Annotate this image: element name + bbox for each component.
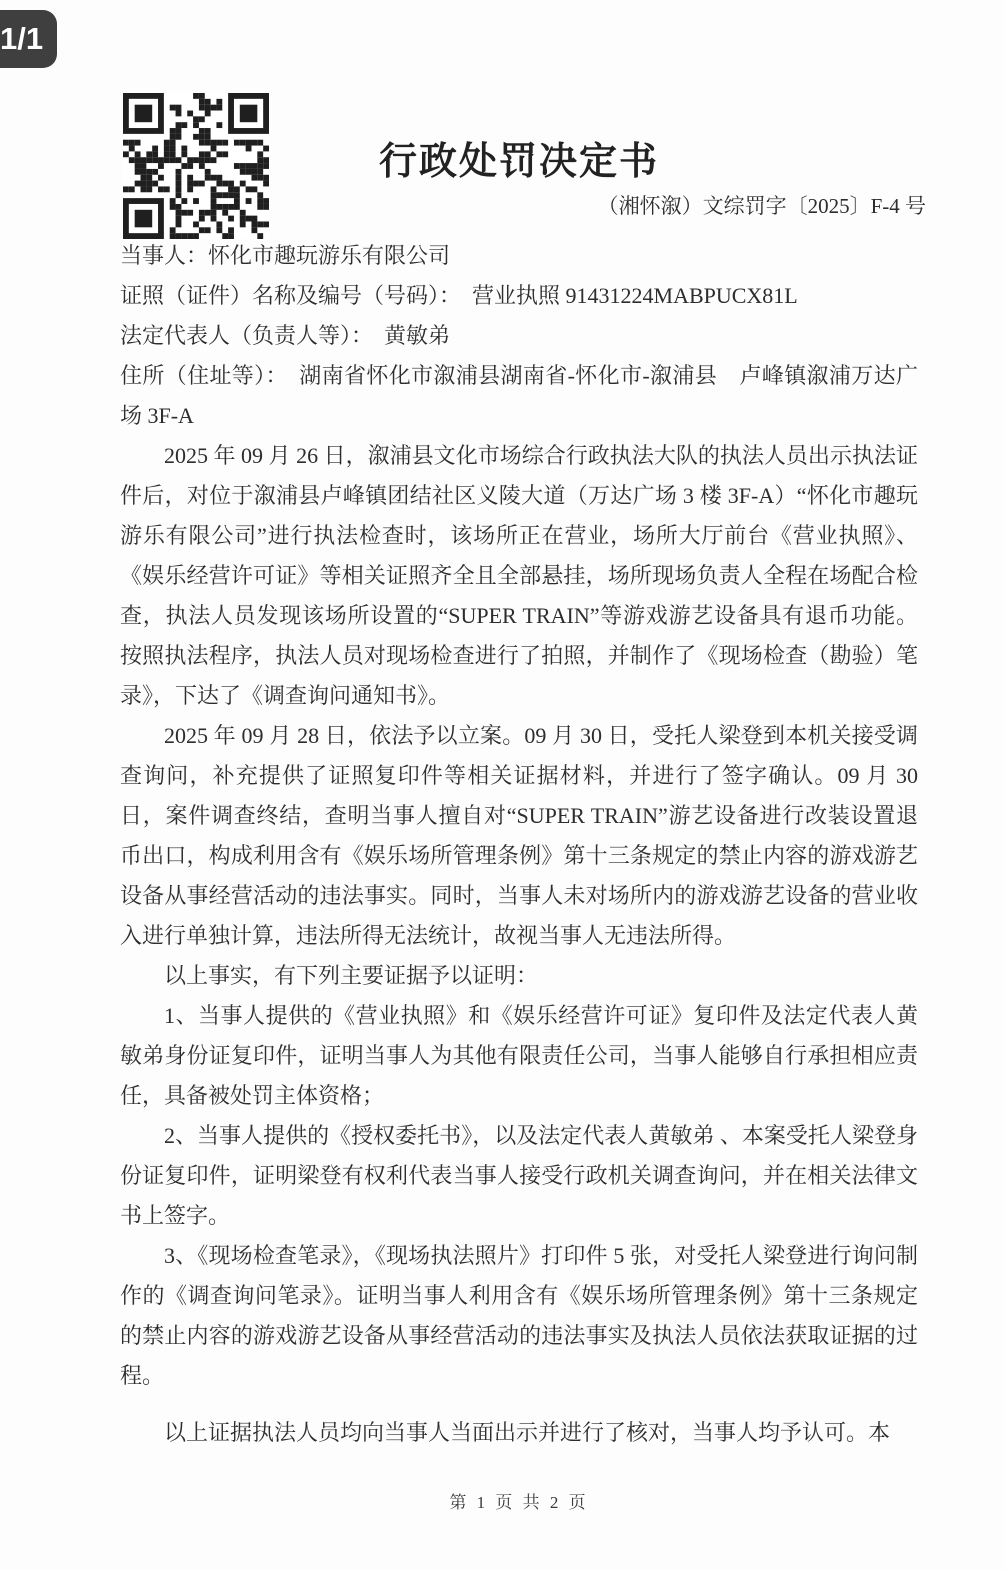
party-info-field: 住所（住址等）： 湖南省怀化市溆浦县湖南省-怀化市-溆浦县 卢峰镇溆浦万达广场 3F-A: [120, 363, 918, 428]
page-number-footer: 第 1 页 共 2 页: [449, 1493, 589, 1512]
body-paragraph: 以上证据执法人员均向当事人当面出示并进行了核对，当事人均予认可。本: [164, 1420, 891, 1445]
party-info-field: 证照（证件）名称及编号（号码）： 营业执照 91431224MABPUCX81L: [120, 283, 798, 308]
party-info-field: 法定代表人（负责人等）： 黄敏弟: [120, 323, 451, 348]
body-paragraphs: [120, 436, 918, 1453]
body-paragraph: 2、当事人提供的《授权委托书》，以及法定代表人黄敏弟 、本案受托人梁登身份证复印件，证明梁登有权利代表当事人接受行政机关调查询问，并在相关法律文书上签字。: [120, 1123, 918, 1228]
document-number: （湘怀溆）文综罚字〔2025〕F-4 号: [597, 194, 926, 218]
page-indicator-badge: 1/1: [0, 10, 57, 68]
party-info-field: 当事人：怀化市趣玩游乐有限公司: [120, 243, 451, 268]
body-paragraph: 以上事实，有下列主要证据予以证明：: [164, 963, 539, 988]
party-info-fields: [120, 236, 918, 436]
document-body: [120, 236, 918, 1523]
body-paragraph: 2025 年 09 月 28 日，依法予以立案。09 月 30 日，受托人梁登到本机关接受调查询问，补充提供了证照复印件等相关证据材料，并进行了签字确认。09 月 30 日，案件调查终结，查明当事人擅自对“SUPER TRAIN”游艺设备进行改装设置退币出口，构成利用含有《娱乐场所管理条例》第十三条规定的禁止内容的游戏游艺设备从事经营活动的违法事实。同时，当事人未对场所内的游戏游艺设备的营业收入进行单独计算，违法所得无法统计，故视当事人无违法所得。: [120, 723, 918, 948]
document-header: [120, 0, 926, 236]
document-title: 行政处罚决定书: [378, 141, 659, 183]
body-paragraph: 1、当事人提供的《营业执照》和《娱乐经营许可证》复印件及法定代表人黄敏弟身份证复印件，证明当事人为其他有限责任公司，当事人能够自行承担相应责任，具备被处罚主体资格；: [120, 1003, 918, 1108]
body-paragraph: 3、《现场检查笔录》，《现场执法照片》打印件 5 张，对受托人梁登进行询问制作的《调查询问笔录》。证明当事人利用含有《娱乐场所管理条例》第十三条规定的禁止内容的游戏游艺设备从事经营活动的违法事实及执法人员依法获取证据的过程。: [120, 1243, 918, 1388]
body-paragraph: 2025 年 09 月 26 日，溆浦县文化市场综合行政执法大队的执法人员出示执法证件后，对位于溆浦县卢峰镇团结社区义陵大道（万达广场 3 楼 3F-A）“怀化市趣玩游乐有限公司”进行执法检查时，该场所正在营业，场所大厅前台《营业执照》、《娱乐经营许可证》等相关证照齐全且全部悬挂，场所现场负责人全程在场配合检查，执法人员发现该场所设置的“SUPER TRAIN”等游戏游艺设备具有退币功能。按照执法程序，执法人员对现场检查进行了拍照，并制作了《现场检查（勘验）笔录》，下达了《调查询问通知书》。: [120, 443, 918, 708]
